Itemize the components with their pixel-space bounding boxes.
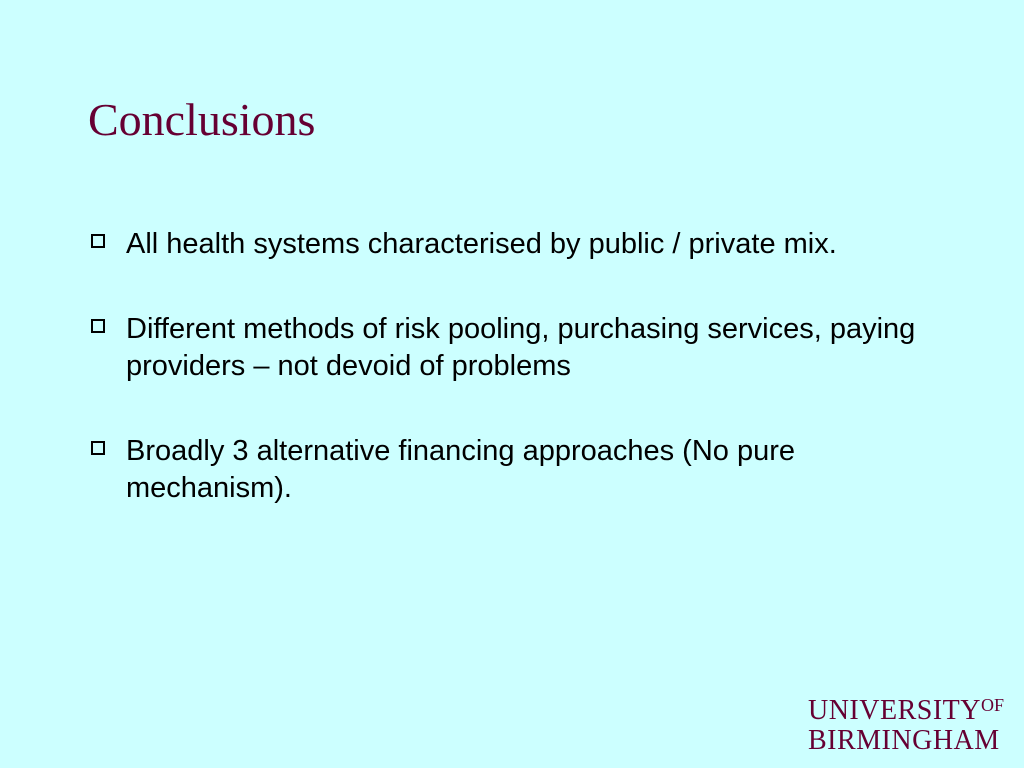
square-bullet-icon	[91, 319, 105, 333]
logo-line-university	[808, 690, 1004, 726]
bullet-item	[88, 311, 928, 385]
bullet-item	[88, 433, 928, 507]
university-logo	[808, 690, 1004, 756]
bullet-item	[88, 226, 928, 263]
bullet-text: Broadly 3 alternative financing approaches (No pure mechanism).	[126, 435, 796, 504]
square-bullet-icon	[91, 441, 105, 455]
square-bullet-icon	[91, 234, 105, 248]
logo-university-text: UNIVERSITY	[807, 695, 981, 726]
bullet-text: All health systems characterised by public / private mix.	[126, 228, 837, 260]
bullet-list	[88, 226, 928, 555]
slide-title: Conclusions	[88, 94, 316, 145]
bullet-text: Different methods of risk pooling, purchasing services, paying providers – not devoid of problems	[126, 313, 916, 382]
logo-line-birmingham: BIRMINGHAM	[807, 725, 1000, 756]
logo-of-text: OF	[980, 695, 1004, 715]
